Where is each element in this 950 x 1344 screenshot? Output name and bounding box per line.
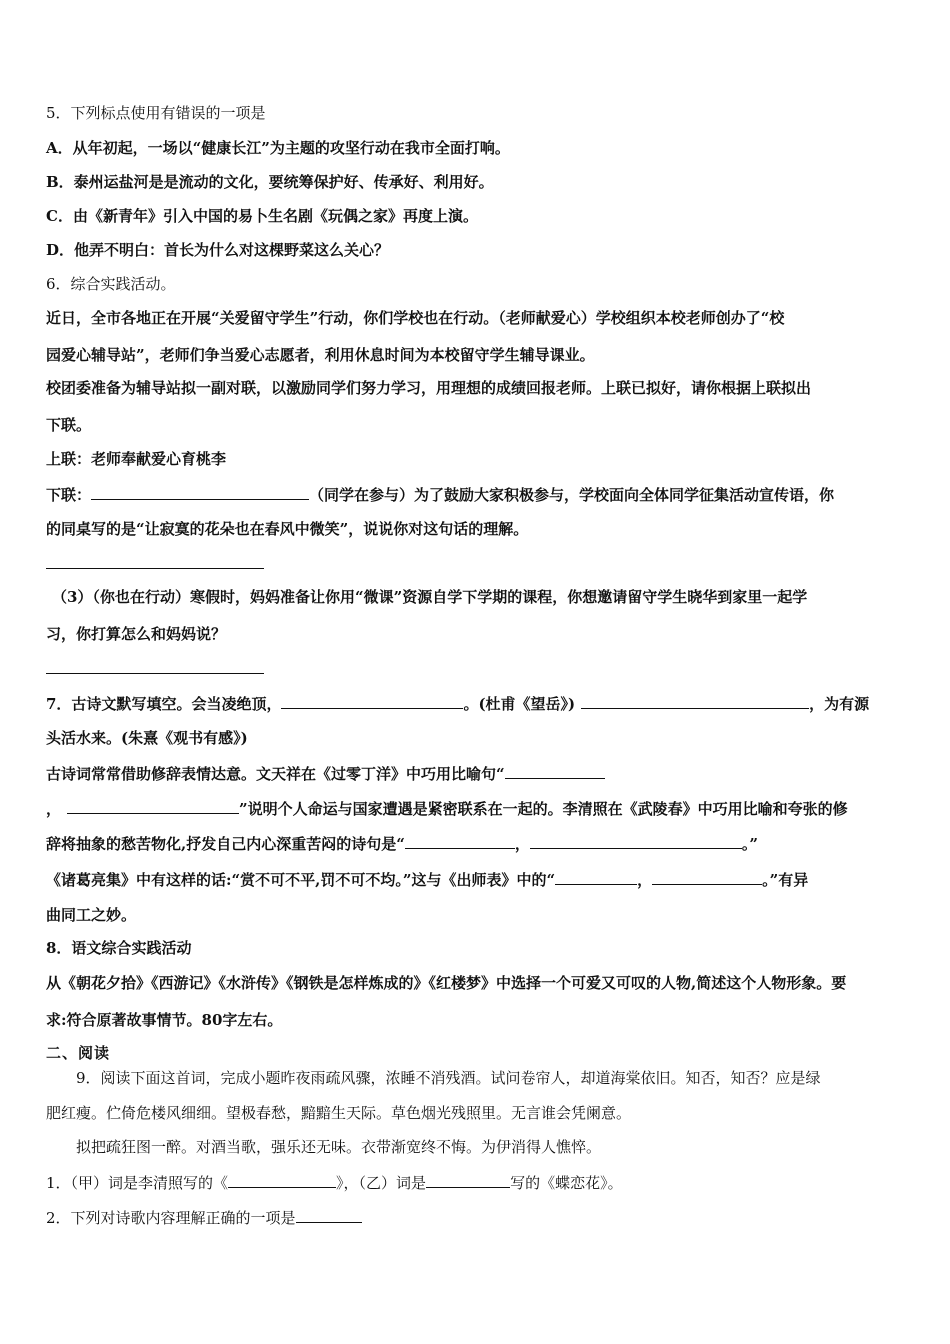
q6-paragraph-2b: 下联。 — [46, 416, 92, 434]
answer-line-2[interactable] — [46, 673, 264, 674]
poem-blank-8[interactable] — [652, 868, 762, 885]
q6-stem: 6．综合实践活动。 — [46, 275, 176, 293]
author-blank-1[interactable] — [228, 1171, 336, 1188]
q9-sub-2 — [46, 1206, 362, 1228]
q7-line-5 — [46, 832, 758, 854]
q6-paragraph-3b: 的同桌写的是“让寂寞的花朵也在春风中微笑”，说说你对这句话的理解。 — [46, 520, 529, 538]
q6-paragraph-2a: 校团委准备为辅导站拟一副对联，以激励同学们努力学习，用理想的成绩回报老师。上联已拟好，请你根据上联拟出 — [46, 379, 812, 397]
q8-paragraph-2: 求:符合原著故事情节。80字左右。 — [46, 1011, 283, 1029]
poem-blank-4[interactable] — [67, 797, 239, 814]
q6-paragraph-4a: （3）（你也在行动）寒假时，妈妈准备让你用“微课”资源自学下学期的课程，你想邀请留守学生晓华到家里一起学 — [52, 588, 808, 606]
q6-paragraph-3a: （同学在参与）为了鼓励大家积极参与，学校面向全体同学征集活动宣传语，你 — [309, 486, 835, 504]
q9-sub-1a: 1．（甲）词是李清照写的《 — [46, 1174, 229, 1192]
q7-line-5b: ， — [514, 835, 530, 853]
q6-lower-label: 下联： — [46, 486, 92, 504]
poem-blank-7[interactable] — [555, 868, 637, 885]
q8-paragraph-1: 从《朝花夕拾》《西游记》《水浒传》《钢铁是怎样炼成的》《红楼梦》中选择一个可爱又可叹的人物,简述这个人物形象。要 — [46, 974, 847, 992]
q7-line-5c: 。” — [741, 835, 759, 853]
q9-intro-c: 拟把疏狂图一醉。对酒当歌，强乐还无味。衣带渐宽终不悔。为伊消得人憔悴。 — [76, 1138, 602, 1156]
q7-line-1a: 7．古诗文默写填空。会当凌绝顶， — [46, 695, 282, 713]
poem-blank-3[interactable] — [505, 762, 605, 779]
q7-line-6 — [46, 868, 808, 890]
q5-option-b: B．泰州运盐河是是流动的文化，要统筹保护好、传承好、利用好。 — [46, 173, 494, 191]
q7-line-7: 曲同工之妙。 — [46, 906, 137, 924]
poem-blank-2[interactable] — [581, 692, 809, 709]
answer-line-1[interactable] — [46, 568, 264, 569]
q7-line-4b: ”说明个人命运与国家遭遇是紧密联系在一起的。李清照在《武陵春》中巧用比喻和夸张的修 — [239, 800, 848, 818]
q7-line-6b: ， — [637, 871, 653, 889]
q8-stem: 8．语文综合实践活动 — [46, 939, 192, 957]
q6-paragraph-1b: 园爱心辅导站”，老师们争当爱心志愿者，利用休息时间为本校留守学生辅导课业。 — [46, 346, 595, 364]
q5-option-d: D．他弄不明白：首长为什么对这棵野菜这么关心？ — [46, 241, 390, 259]
q6-upper-couplet: 上联：老师奉献爱心育桃李 — [46, 450, 227, 468]
q7-line-4a: ， — [46, 800, 62, 818]
q6-lower-couplet-line — [46, 483, 834, 505]
q7-line-3 — [46, 762, 605, 784]
q5-stem: 5．下列标点使用有错误的一项是 — [46, 104, 266, 122]
lower-couplet-blank[interactable] — [91, 483, 309, 500]
q6-paragraph-1a: 近日，全市各地正在开展“关爱留守学生”行动，你们学校也在行动。（老师献爱心）学校组织本校老师创办了“校 — [46, 309, 785, 327]
q5-option-a: A．从年初起，一场以“健康长江”为主题的攻坚行动在我市全面打响。 — [46, 139, 510, 157]
q7-line-1c: ，为有源 — [809, 695, 870, 713]
q6-paragraph-4b: 习，你打算怎么和妈妈说？ — [46, 625, 227, 643]
author-blank-2[interactable] — [426, 1171, 510, 1188]
poem-blank-1[interactable] — [281, 692, 463, 709]
q5-option-c: C．由《新青年》引入中国的易卜生名剧《玩偶之家》再度上演。 — [46, 207, 478, 225]
poem-blank-5[interactable] — [405, 832, 515, 849]
q7-line-5a: 辞将抽象的愁苦物化,抒发自己内心深重苦闷的诗句是“ — [46, 835, 405, 853]
q9-sub-1 — [46, 1171, 623, 1193]
poem-blank-6[interactable] — [530, 832, 742, 849]
q9-intro-b: 肥红瘦。伫倚危楼风细细。望极春愁，黯黯生天际。草色烟光残照里。无言谁会凭阑意。 — [46, 1104, 632, 1122]
q7-line-2: 头活水来。(朱熹《观书有感》) — [46, 729, 248, 747]
q7-line-1b: 。(杜甫《望岳》) — [463, 695, 576, 713]
q7-line-1 — [46, 692, 869, 714]
q7-line-6a: 《诸葛亮集》中有这样的话:“赏不可不平,罚不可不均。”这与《出师表》中的“ — [46, 871, 556, 889]
section-2-title: 二、阅读 — [46, 1044, 111, 1062]
q7-line-6c: 。”有异 — [762, 871, 809, 889]
q9-sub-2-text: 2．下列对诗歌内容理解正确的一项是 — [46, 1209, 296, 1227]
choice-blank[interactable] — [296, 1206, 362, 1223]
q9-sub-1b: 》，（乙）词是 — [336, 1174, 427, 1192]
q9-sub-1c: 写的《蝶恋花》。 — [510, 1174, 623, 1192]
q7-line-3-text: 古诗词常常借助修辞表情达意。文天祥在《过零丁洋》中巧用比喻句“ — [46, 765, 505, 783]
q7-line-4 — [46, 797, 848, 819]
q9-intro-a: 9．阅读下面这首词，完成小题昨夜雨疏风骤，浓睡不消残酒。试问卷帘人，却道海棠依旧。知否，知否？应是绿 — [76, 1069, 821, 1087]
